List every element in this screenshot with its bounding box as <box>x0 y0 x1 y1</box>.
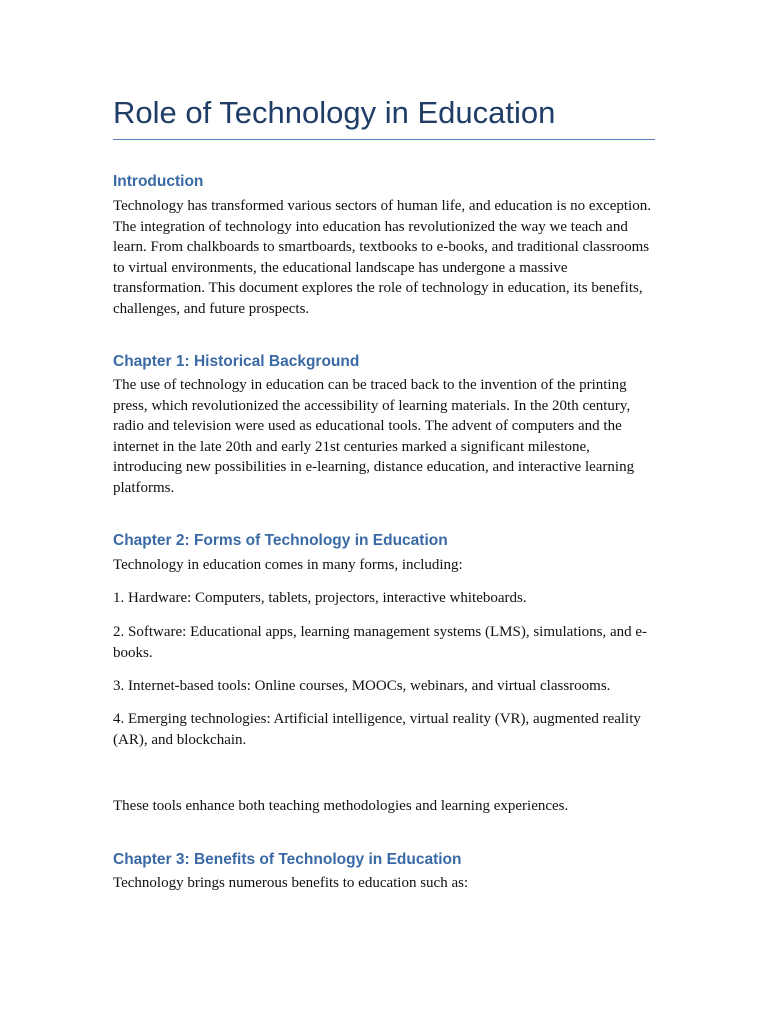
list-item-software: 2. Software: Educational apps, learning management systems (LMS), simulations, and e-books. <box>113 624 648 661</box>
heading-introduction: Introduction <box>113 173 204 190</box>
list-item-internet-tools: 3. Internet-based tools: Online courses, MOOCs, webinars, and virtual classrooms. <box>113 678 611 694</box>
paragraph-introduction: Technology has transformed various sectors of human life, and education is no exception. The integration of technology into education has revolutionized the way we teach and learn. From chalkboards to smartboards, textbooks to e-books, and traditional classrooms to virtual environments, the educational landscape has undergone a massive transformation. This document explores the role of technology in education, its benefits, challenges, and future prospects. <box>113 198 651 317</box>
list-item-emerging-tech: 4. Emerging technologies: Artificial intelligence, virtual reality (VR), augmented reality (AR), and blockchain. <box>113 711 641 748</box>
paragraph-chapter-1: The use of technology in education can be traced back to the invention of the printing press, which revolutionized the accessibility of learning materials. In the 20th century, radio and television were used as educational tools. The advent of computers and the internet in the late 20th and early 21st centuries marked a significant milestone, introducing new possibilities in e-learning, distance education, and interactive learning platforms. <box>113 377 635 496</box>
list-item-hardware: 1. Hardware: Computers, tablets, projectors, interactive whiteboards. <box>113 590 527 606</box>
paragraph-chapter-2-closing: These tools enhance both teaching methodologies and learning experiences. <box>113 798 569 814</box>
heading-chapter-3: Chapter 3: Benefits of Technology in Education <box>113 851 462 868</box>
paragraph-chapter-3-intro: Technology brings numerous benefits to education such as: <box>113 875 469 891</box>
heading-chapter-2: Chapter 2: Forms of Technology in Education <box>113 532 448 549</box>
title-underline <box>113 139 655 140</box>
paragraph-chapter-2-intro: Technology in education comes in many forms, including: <box>113 557 463 573</box>
heading-chapter-1: Chapter 1: Historical Background <box>113 353 360 370</box>
document-title: Role of Technology in Education <box>113 95 556 130</box>
